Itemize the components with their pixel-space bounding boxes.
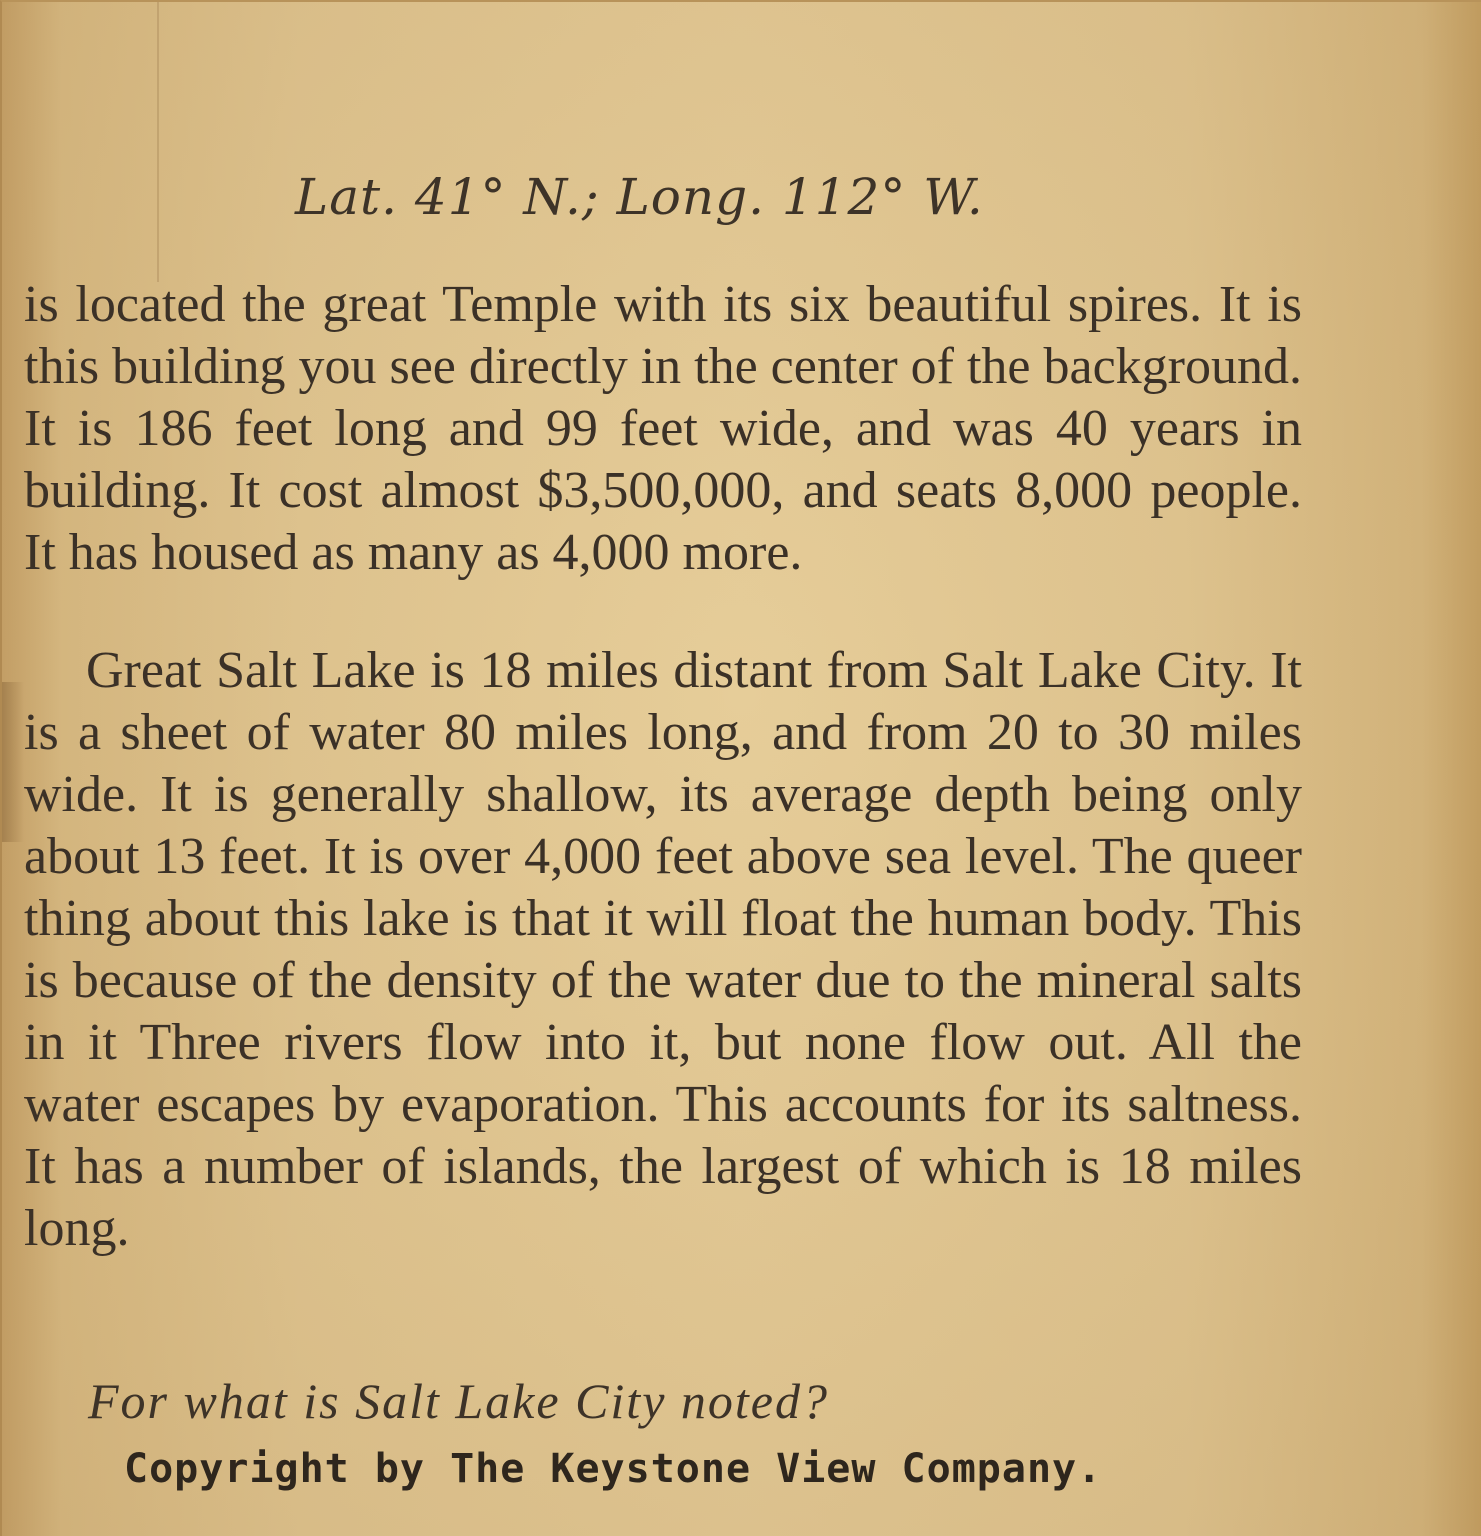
coordinates-heading: Lat. 41° N.; Long. 112° W. (295, 168, 984, 226)
paper-crease (157, 2, 159, 282)
paragraph-great-salt-lake: Great Salt Lake is 18 miles distant from Salt Lake City. It is a sheet of water 80 miles long, and from 20 to 30 miles wide. It is generally shallow, its average depth being only about 13 feet. It is over 4,000 feet above sea level. The queer thing about this lake is that it will float the human body. This is because of the density of the water due to the mineral salts in it Three rivers flow into it, but none flow out. All the water escapes by evaporation. This accounts for its saltness. It has a number of islands, the largest of which is 18 miles long. (24, 642, 1302, 1257)
study-question: For what is Salt Lake City noted? (88, 1373, 829, 1429)
copyright-line: Copyright by The Keystone View Company. (124, 1446, 1103, 1492)
paper-edge-wear (2, 682, 24, 842)
paragraph-temple: is located the great Temple with its six beautiful spires. It is this building you see directly in the center of the background. It is 186 feet long and 99 feet wide, and was 40 years in building. It cost almost $3,500,000, and seats 8,000 people. It has housed as many as 4,000 more. (24, 276, 1302, 581)
